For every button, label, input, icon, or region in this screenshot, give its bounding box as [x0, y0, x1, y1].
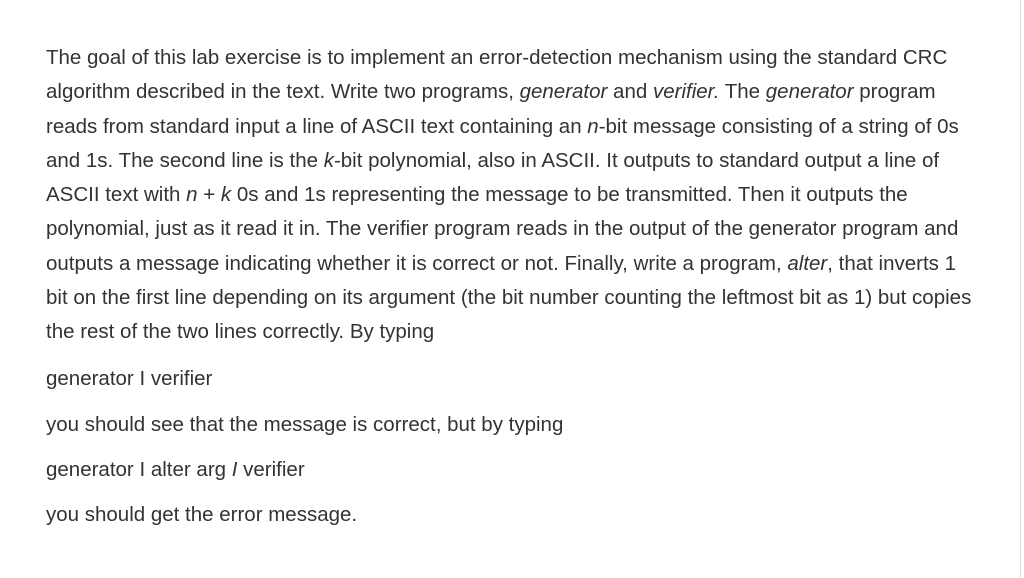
command-2-pipe: I [231, 457, 238, 481]
generator-term: generator [519, 80, 608, 104]
plus-sign: + [197, 183, 221, 207]
result-note-2: you should get the error message. [46, 502, 358, 526]
body-text-1: program reads from standard input a line of ASCII text containing an [46, 80, 936, 138]
exercise-content [46, 41, 981, 532]
k-variable-2: k [220, 183, 232, 207]
body-text-2: -bit message consisting of a string of 0s and 1s. The second line is the [46, 114, 959, 172]
body-text-5: , that inverts 1 bit on the first line depending on its argument (the bit number counting the leftmost bit as 1) but copies the rest of the two lines correctly. By typing [46, 251, 972, 344]
n-variable: n [587, 114, 599, 138]
body-text-3: -bit polynomial, also in ASCII. It outputs to standard output a line of ASCII text with [46, 148, 940, 207]
command-example-2 [46, 453, 981, 487]
alter-term: alter [787, 251, 828, 275]
exercise-description [46, 41, 981, 350]
command-2-suffix: verifier [237, 457, 305, 481]
right-border-rule [1020, 0, 1021, 578]
generator-term-2: generator [765, 80, 854, 104]
verifier-term: verifier. [652, 80, 720, 104]
command-2-prefix: generator I alter arg [46, 457, 232, 481]
result-note-1: you should see that the message is correct, but by typing [46, 412, 564, 436]
the-text: The [719, 80, 766, 104]
k-variable: k [323, 148, 334, 172]
and-text: and [607, 80, 653, 104]
intro-text-1: The goal of this lab exercise is to implement an error-detection mechanism using the standard CRC algorithm described in the text. Write two programs, [46, 46, 948, 104]
command-example-1: generator I verifier [46, 366, 213, 390]
body-text-4: 0s and 1s representing the message to be transmitted. Then it outputs the polynomial, just as it read it in. The verifier program reads in the output of the generator program and outputs a message indicating whether it is correct or not. Finally, write a program, [46, 183, 959, 275]
n-variable-2: n [186, 183, 198, 207]
